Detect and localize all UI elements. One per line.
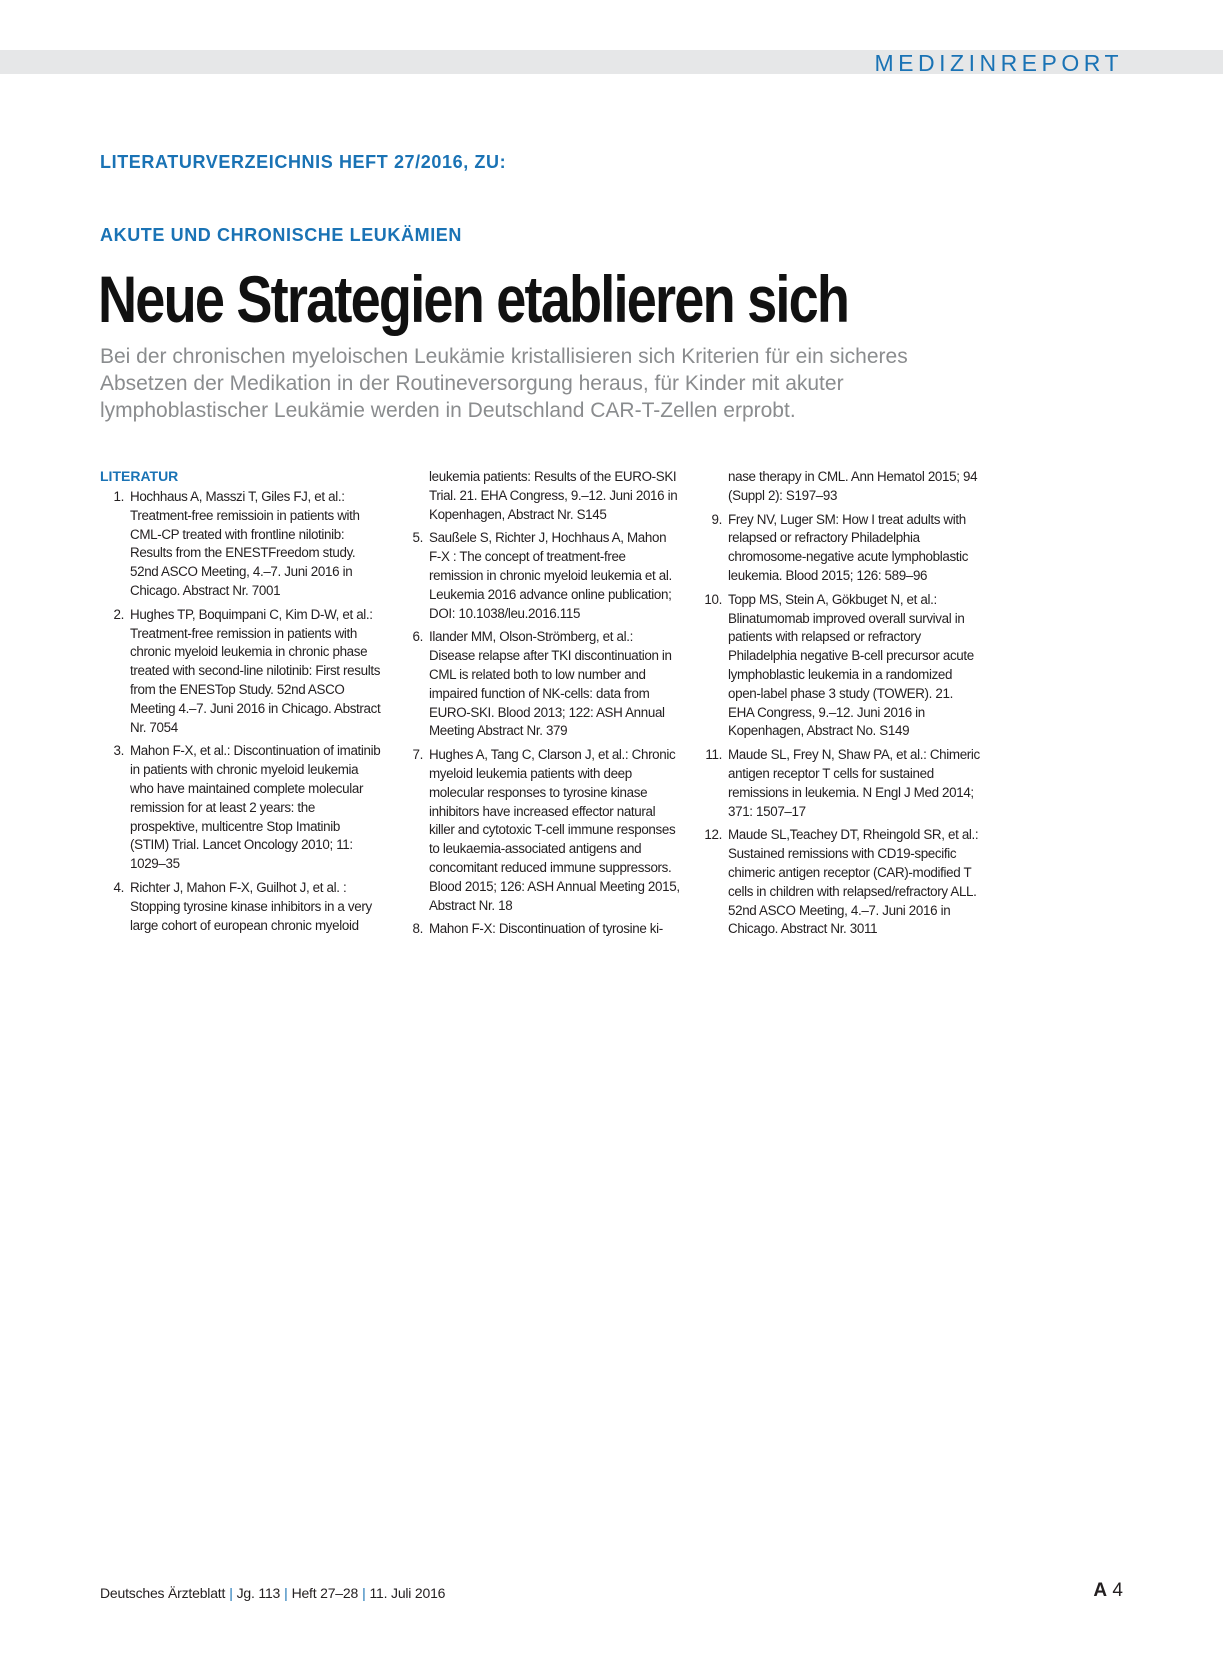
reference-continuation (399, 468, 681, 524)
reference-text: Mahon F-X: Discontinuation of tyrosine ki- (429, 921, 663, 937)
reference-number: 4. (113, 879, 124, 895)
reference-number: 12. (704, 827, 722, 843)
reference-item (399, 920, 681, 939)
page-number-value: 4 (1112, 1580, 1123, 1601)
reference-text: Ilander MM, Olson-Strömberg, et al.: Disease relapse after TKI discontinuation in CML is related both to low number and impaired function of NK-cells: data from EURO-SKI. Blood 2013; 122: ASH Annual Meeting Abstract Nr. 379 (429, 629, 672, 739)
reference-item (399, 746, 681, 915)
column-2 (399, 468, 681, 944)
column-3 (698, 468, 980, 944)
reference-item (698, 826, 980, 939)
reference-continuation (698, 468, 980, 506)
reference-number: 3. (113, 743, 124, 759)
journal-issue: Heft 27–28 (291, 1585, 359, 1601)
reference-number: 9. (711, 511, 722, 527)
footer-separator: | (284, 1585, 288, 1601)
literatur-heading: LITERATUR (100, 468, 179, 484)
reference-list (100, 488, 382, 935)
reference-list (698, 468, 980, 939)
reference-number: 8. (412, 921, 423, 937)
reference-text: Maude SL, Frey N, Shaw PA, et al.: Chimeric antigen receptor T cells for sustained remissions in leukemia. N Engl J Med 2014; 371: 1507–17 (728, 747, 980, 819)
reference-number: 7. (412, 747, 423, 763)
reference-number: 10. (704, 591, 722, 607)
column-1 (100, 468, 382, 944)
reference-item (698, 746, 980, 821)
reference-item (100, 879, 382, 935)
reference-text: Maude SL,Teachey DT, Rheingold SR, et al.: Sustained remissions with CD19-specific chimeric antigen receptor (CAR)-modified T cells in children with relapsed/refractory ALL. 52nd ASCO Meeting, 4.–7. Juni 2016 in Chicago. Abstract Nr. 3011 (728, 827, 979, 937)
reference-number: 5. (412, 530, 423, 546)
reference-text: Hughes TP, Boquimpani C, Kim D-W, et al.: Treatment-free remission in patients with chronic myeloid leukemia in chronic phase treated with second-line nilotinib: First results from the ENESTop Study. 52nd ASCO Meeting 4.–7. Juni 2016 in Chicago. Abstract Nr. 7054 (130, 606, 381, 735)
page-prefix: A (1093, 1580, 1108, 1601)
reference-text: Frey NV, Luger SM: How I treat adults with relapsed or refractory Philadelphia chromosome-negative acute lymphoblastic leukemia. Blood 2015; 126: 589–96 (728, 511, 969, 583)
reference-columns (100, 468, 980, 944)
reference-item (698, 591, 980, 741)
reference-text: Topp MS, Stein A, Gökbuget N, et al.: Blinatumomab improved overall survival in patients with relapsed or refractory Philadelphia negative B-cell precursor acute lymphoblastic leukemia in a randomized open-label phase 3 study (TOWER). 21. EHA Congress, 9.–12. Juni 2016 in Kopenhagen, Abstract No. S149 (728, 591, 974, 739)
reference-number: 1. (113, 489, 124, 504)
section-label: MEDIZINREPORT (874, 50, 1123, 76)
reference-item (399, 529, 681, 623)
reference-text: Mahon F-X, et al.: Discontinuation of imatinib in patients with chronic myeloid leukemia who have maintained complete molecular remission for at least 2 years: the prospektive, multicentre Stop Imatinib (STIM) Trial. Lancet Oncology 2010; 11: 1029–35 (130, 743, 381, 872)
reference-heading: LITERATURVERZEICHNIS HEFT 27/2016, ZU: (100, 152, 507, 172)
reference-text: Hughes A, Tang C, Clarson J, et al.: Chronic myeloid leukemia patients with deep molecular responses to tyrosine kinase inhibitors have increased effector natural killer and cytotoxic T-cell immune responses to leukaemia-associated antigens and concomitant reduced immune suppressors. Blood 2015; 126: ASH Annual Meeting 2015, Abstract Nr. 18 (429, 747, 680, 913)
reference-list (399, 468, 681, 939)
reference-number (399, 468, 429, 524)
reference-number: 6. (412, 629, 423, 645)
reference-number (698, 468, 728, 506)
reference-text: nase therapy in CML. Ann Hematol 2015; 94 (Suppl 2): S197–93 (728, 469, 978, 503)
reference-text: Saußele S, Richter J, Hochhaus A, Mahon F-X : The concept of treatment-free remission in chronic myeloid leukemia et al. Leukemia 2016 advance online publication; DOI: 10.1038/leu.2016.115 (429, 530, 672, 621)
article-kicker: AKUTE UND CHRONISCHE LEUKÄMIEN (100, 225, 463, 245)
journal-name: Deutsches Ärzteblatt (100, 1585, 226, 1601)
page-number (1093, 1580, 1123, 1602)
page-footer (100, 1585, 445, 1601)
reference-item (100, 606, 382, 738)
reference-number: 11. (705, 747, 722, 763)
journal-date: 11. Juli 2016 (369, 1585, 446, 1601)
footer-separator: | (229, 1585, 233, 1601)
reference-text: Hochhaus A, Masszi T, Giles FJ, et al.: Treatment-free remissioin in patients with CML-CP treated with frontline nilotinib: Results from the ENESTFreedom study. 52nd ASCO Meeting, 4.–7. Juni 2016 in Chicago. Abstract Nr. 7001 (130, 489, 360, 598)
reference-item (698, 511, 980, 586)
reference-text: leukemia patients: Results of the EURO-SKI Trial. 21. EHA Congress, 9.–12. Juni 2016 in Kopenhagen, Abstract Nr. S145 (429, 469, 678, 522)
journal-volume: Jg. 113 (236, 1585, 281, 1601)
reference-text: Richter J, Mahon F-X, Guilhot J, et al. : Stopping tyrosine kinase inhibitors in a very large cohort of european chronic myeloid (130, 879, 372, 933)
article-title: Neue Strategien etablieren sich (98, 262, 849, 336)
reference-number: 2. (113, 606, 124, 622)
reference-item (399, 628, 681, 741)
article-lead: Bei der chronischen myeloischen Leukämie kristallisieren sich Kriterien für ein sicheres Absetzen der Medikation in der Routineversorgung heraus, für Kinder mit akuter lymphoblastischer Leukämie werden in Deutschland CAR-T-Zellen erprobt. (100, 345, 908, 422)
reference-item (100, 742, 382, 874)
reference-item (100, 488, 382, 601)
footer-separator: | (362, 1585, 366, 1601)
